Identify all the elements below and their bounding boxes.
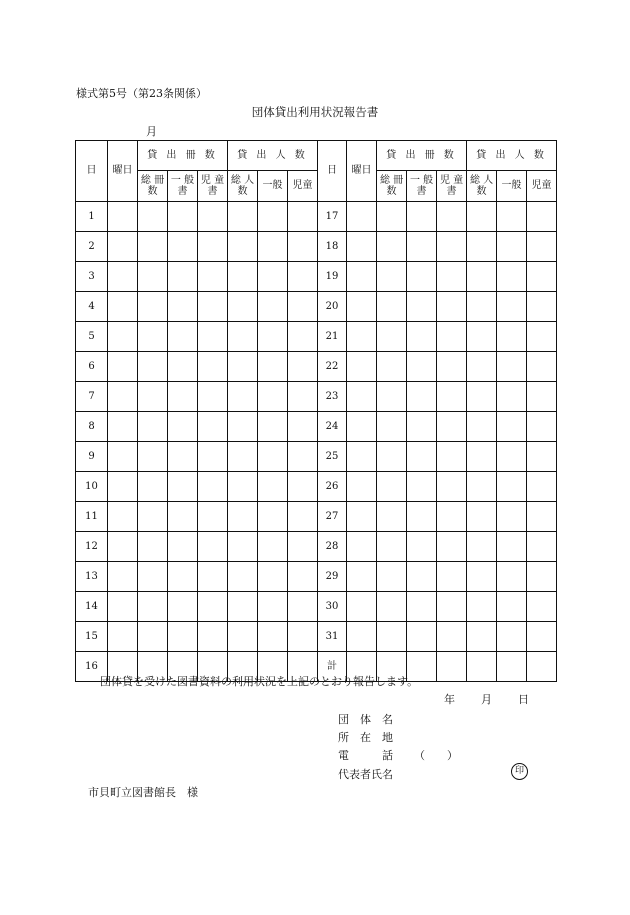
entry-cell[interactable] [497,532,527,562]
entry-cell[interactable] [228,622,258,652]
entry-cell[interactable] [497,352,527,382]
entry-cell[interactable] [377,442,407,472]
entry-cell[interactable] [377,202,407,232]
entry-cell[interactable] [288,262,318,292]
entry-cell[interactable] [258,442,288,472]
table-row [76,382,557,412]
subheader-children-books-right: 児 童 書 [437,171,467,202]
entry-cell[interactable] [108,502,138,532]
day-number-right: 27 [318,502,347,532]
entry-cell[interactable] [377,502,407,532]
entry-cell[interactable] [407,382,437,412]
entry-cell[interactable] [168,472,198,502]
table-row [76,622,557,652]
entry-cell[interactable] [437,472,467,502]
entry-cell[interactable] [108,562,138,592]
day-number-right: 20 [318,292,347,322]
entry-cell[interactable] [198,232,228,262]
entry-cell[interactable] [497,592,527,622]
day-number-left: 2 [76,232,108,262]
entry-cell[interactable] [258,352,288,382]
entry-cell[interactable] [228,412,258,442]
subheader-general-people-right: 一般 [497,171,527,202]
table-row [76,562,557,592]
phone-area-code-parentheses: （ ） [414,749,458,762]
entry-cell[interactable] [138,592,168,622]
day-number-left: 1 [76,202,108,232]
addressee: 市貝町立図書館長 様 [88,786,198,799]
entry-cell[interactable] [527,532,557,562]
entry-cell[interactable] [168,532,198,562]
entry-cell[interactable] [288,532,318,562]
entry-cell[interactable] [467,352,497,382]
address-label: 所 在 地 [338,731,393,744]
entry-cell[interactable] [407,292,437,322]
entry-cell[interactable] [347,622,377,652]
day-number-right: 25 [318,442,347,472]
entry-cell[interactable] [138,292,168,322]
entry-cell[interactable] [467,262,497,292]
entry-cell[interactable] [467,562,497,592]
entry-cell[interactable] [198,472,228,502]
entry-cell[interactable] [168,502,198,532]
entry-cell[interactable] [437,622,467,652]
entry-cell[interactable] [527,652,557,682]
form-number: 様式第5号（第23条関係） [76,87,207,100]
entry-cell[interactable] [138,382,168,412]
entry-cell[interactable] [467,232,497,262]
entry-cell[interactable] [347,412,377,442]
entry-cell[interactable] [138,202,168,232]
entry-cell[interactable] [198,622,228,652]
entry-cell[interactable] [168,292,198,322]
phone-label: 電 話 [338,749,393,762]
entry-cell[interactable] [377,352,407,382]
entry-cell[interactable] [497,232,527,262]
day-number-left: 9 [76,442,108,472]
entry-cell[interactable] [467,652,497,682]
entry-cell[interactable] [377,562,407,592]
table-row [76,292,557,322]
entry-cell[interactable] [288,592,318,622]
entry-cell[interactable] [288,442,318,472]
table-row [76,232,557,262]
entry-cell[interactable] [467,292,497,322]
day-number-left: 12 [76,532,108,562]
entry-cell[interactable] [437,232,467,262]
entry-cell[interactable] [198,442,228,472]
table-row [76,442,557,472]
entry-cell[interactable] [138,232,168,262]
entry-cell[interactable] [138,322,168,352]
entry-cell[interactable] [497,292,527,322]
table-row [76,412,557,442]
header-weekday-right: 曜日 [347,141,377,202]
document-title: 団体貸出利用状況報告書 [251,105,379,119]
entry-cell[interactable] [527,352,557,382]
entry-cell[interactable] [258,502,288,532]
entry-cell[interactable] [527,622,557,652]
entry-cell[interactable] [527,322,557,352]
day-number-right: 22 [318,352,347,382]
entry-cell[interactable] [527,442,557,472]
entry-cell[interactable] [407,502,437,532]
entry-cell[interactable] [138,622,168,652]
entry-cell[interactable] [497,502,527,532]
subheader-general-people-left: 一般 [258,171,288,202]
subheader-total-people-left: 総 人 数 [228,171,258,202]
entry-cell[interactable] [377,592,407,622]
entry-cell[interactable] [168,322,198,352]
entry-cell[interactable] [198,352,228,382]
table-row [76,322,557,352]
entry-cell[interactable] [527,232,557,262]
entry-cell[interactable] [138,412,168,442]
header-day-left: 日 [76,141,108,202]
entry-cell[interactable] [198,532,228,562]
entry-cell[interactable] [228,592,258,622]
entry-cell[interactable] [228,322,258,352]
entry-cell[interactable] [467,412,497,442]
date-year-label: 年 [444,693,455,706]
entry-cell[interactable] [288,622,318,652]
day-number-left: 8 [76,412,108,442]
entry-cell[interactable] [347,472,377,502]
entry-cell[interactable] [467,472,497,502]
seal-mark: 印 [511,763,528,780]
entry-cell[interactable] [407,202,437,232]
entry-cell[interactable] [288,472,318,502]
total-label: 計 [318,652,347,682]
entry-cell[interactable] [228,262,258,292]
entry-cell[interactable] [108,472,138,502]
table-row [76,532,557,562]
entry-cell[interactable] [288,322,318,352]
entry-cell[interactable] [497,262,527,292]
table-row [76,202,557,232]
entry-cell[interactable] [288,382,318,412]
entry-cell[interactable] [497,412,527,442]
entry-cell[interactable] [437,352,467,382]
report-statement: 団体貸を受けた図書資料の利用状況を上記のとおり報告します。 [100,675,419,688]
entry-cell[interactable] [497,622,527,652]
entry-cell[interactable] [198,562,228,592]
entry-cell[interactable] [347,232,377,262]
entry-cell[interactable] [108,292,138,322]
entry-cell[interactable] [437,532,467,562]
entry-cell[interactable] [377,472,407,502]
header-borrowers-left: 貸 出 人 数 [228,141,318,171]
entry-cell[interactable] [527,412,557,442]
entry-cell[interactable] [527,562,557,592]
entry-cell[interactable] [288,352,318,382]
entry-cell[interactable] [437,412,467,442]
day-number-left: 13 [76,562,108,592]
date-day-label: 日 [518,693,529,706]
entry-cell[interactable] [138,262,168,292]
entry-cell[interactable] [108,442,138,472]
day-number-right: 30 [318,592,347,622]
day-number-right: 23 [318,382,347,412]
table-row [76,262,557,292]
entry-cell[interactable] [168,232,198,262]
entry-cell[interactable] [288,562,318,592]
entry-cell[interactable] [497,382,527,412]
subheader-children-people-right: 児童 [527,171,557,202]
entry-cell[interactable] [407,472,437,502]
entry-cell[interactable] [168,412,198,442]
table-row [76,502,557,532]
entry-cell[interactable] [108,592,138,622]
entry-cell[interactable] [288,502,318,532]
entry-cell[interactable] [108,202,138,232]
entry-cell[interactable] [437,502,467,532]
entry-cell[interactable] [347,352,377,382]
entry-cell[interactable] [407,352,437,382]
entry-cell[interactable] [198,322,228,352]
day-number-right: 28 [318,532,347,562]
entry-cell[interactable] [138,472,168,502]
entry-cell[interactable] [497,202,527,232]
entry-cell[interactable] [168,622,198,652]
entry-cell[interactable] [527,592,557,622]
entry-cell[interactable] [198,382,228,412]
entry-cell[interactable] [168,382,198,412]
header-loaned-books-right: 貸 出 冊 数 [377,141,467,171]
entry-cell[interactable] [497,562,527,592]
entry-cell[interactable] [108,622,138,652]
entry-cell[interactable] [407,232,437,262]
subheader-total-books-left: 総 冊 数 [138,171,168,202]
entry-cell[interactable] [138,562,168,592]
entry-cell[interactable] [228,352,258,382]
day-number-left: 14 [76,592,108,622]
entry-cell[interactable] [527,502,557,532]
entry-cell[interactable] [288,232,318,262]
entry-cell[interactable] [108,532,138,562]
entry-cell[interactable] [497,472,527,502]
entry-cell[interactable] [258,622,288,652]
table-row [76,352,557,382]
subheader-general-books-left: 一 般 書 [168,171,198,202]
day-number-right: 18 [318,232,347,262]
entry-cell[interactable] [407,322,437,352]
entry-cell[interactable] [228,532,258,562]
entry-cell[interactable] [347,532,377,562]
day-number-left: 10 [76,472,108,502]
entry-cell[interactable] [467,502,497,532]
entry-cell[interactable] [527,262,557,292]
entry-cell[interactable] [258,592,288,622]
entry-cell[interactable] [347,262,377,292]
entry-cell[interactable] [198,262,228,292]
entry-cell[interactable] [467,532,497,562]
entry-cell[interactable] [407,412,437,442]
entry-cell[interactable] [168,352,198,382]
day-number-left: 5 [76,322,108,352]
entry-cell[interactable] [168,262,198,292]
entry-cell[interactable] [168,442,198,472]
entry-cell[interactable] [377,322,407,352]
entry-cell[interactable] [347,202,377,232]
entry-cell[interactable] [467,622,497,652]
entry-cell[interactable] [467,442,497,472]
day-number-left: 6 [76,352,108,382]
entry-cell[interactable] [288,412,318,442]
entry-cell[interactable] [258,292,288,322]
entry-cell[interactable] [377,262,407,292]
entry-cell[interactable] [407,442,437,472]
subheader-general-books-right: 一 般 書 [407,171,437,202]
day-number-left: 15 [76,622,108,652]
entry-cell[interactable] [228,382,258,412]
entry-cell[interactable] [377,382,407,412]
entry-cell[interactable] [228,472,258,502]
day-number-left: 7 [76,382,108,412]
entry-cell[interactable] [168,592,198,622]
entry-cell[interactable] [198,502,228,532]
usage-report-table [75,140,557,682]
entry-cell[interactable] [258,322,288,352]
entry-cell[interactable] [288,292,318,322]
entry-cell[interactable] [527,292,557,322]
entry-cell[interactable] [497,322,527,352]
entry-cell[interactable] [347,382,377,412]
subheader-children-books-left: 児 童 書 [198,171,228,202]
entry-cell[interactable] [437,382,467,412]
day-number-left: 11 [76,502,108,532]
day-number-right: 26 [318,472,347,502]
entry-cell[interactable] [258,232,288,262]
entry-cell[interactable] [467,202,497,232]
entry-cell[interactable] [168,202,198,232]
day-number-right: 31 [318,622,347,652]
subheader-children-people-left: 児童 [288,171,318,202]
entry-cell[interactable] [347,592,377,622]
day-number-left: 3 [76,262,108,292]
entry-cell[interactable] [347,322,377,352]
entry-cell[interactable] [527,472,557,502]
subheader-total-people-right: 総 人 数 [467,171,497,202]
header-loaned-books-left: 貸 出 冊 数 [138,141,228,171]
entry-cell[interactable] [437,292,467,322]
entry-cell[interactable] [198,592,228,622]
entry-cell[interactable] [497,652,527,682]
entry-cell[interactable] [437,202,467,232]
entry-cell[interactable] [347,502,377,532]
entry-cell[interactable] [138,532,168,562]
entry-cell[interactable] [407,262,437,292]
day-number-right: 29 [318,562,347,592]
entry-cell[interactable] [377,292,407,322]
entry-cell[interactable] [228,442,258,472]
day-number-right: 19 [318,262,347,292]
entry-cell[interactable] [108,412,138,442]
entry-cell[interactable] [437,592,467,622]
entry-cell[interactable] [228,562,258,592]
entry-cell[interactable] [437,442,467,472]
entry-cell[interactable] [258,412,288,442]
entry-cell[interactable] [258,382,288,412]
entry-cell[interactable] [347,442,377,472]
entry-cell[interactable] [527,202,557,232]
date-month-label: 月 [481,693,492,706]
day-number-right: 24 [318,412,347,442]
entry-cell[interactable] [258,562,288,592]
day-number-left: 16 [76,652,108,682]
entry-cell[interactable] [377,532,407,562]
table-row [76,472,557,502]
entry-cell[interactable] [377,622,407,652]
entry-cell[interactable] [108,352,138,382]
subheader-total-books-right: 総 冊 数 [377,171,407,202]
entry-cell[interactable] [108,382,138,412]
entry-cell[interactable] [258,532,288,562]
entry-cell[interactable] [198,202,228,232]
table-row [76,592,557,622]
entry-cell[interactable] [228,502,258,532]
day-number-left: 4 [76,292,108,322]
entry-cell[interactable] [437,562,467,592]
entry-cell[interactable] [437,262,467,292]
entry-cell[interactable] [258,262,288,292]
entry-cell[interactable] [437,652,467,682]
entry-cell[interactable] [108,322,138,352]
entry-cell[interactable] [347,562,377,592]
entry-cell[interactable] [377,232,407,262]
entry-cell[interactable] [467,382,497,412]
entry-cell[interactable] [138,502,168,532]
entry-cell[interactable] [138,442,168,472]
entry-cell[interactable] [108,262,138,292]
entry-cell[interactable] [467,592,497,622]
header-day-right: 日 [318,141,347,202]
day-number-right: 17 [318,202,347,232]
entry-cell[interactable] [168,562,198,592]
entry-cell[interactable] [288,202,318,232]
entry-cell[interactable] [377,412,407,442]
group-name-label: 団 体 名 [338,713,393,726]
entry-cell[interactable] [407,592,437,622]
entry-cell[interactable] [407,532,437,562]
entry-cell[interactable] [497,442,527,472]
date-line [444,691,529,707]
entry-cell[interactable] [258,202,288,232]
entry-cell[interactable] [138,352,168,382]
entry-cell[interactable] [347,292,377,322]
entry-cell[interactable] [527,382,557,412]
day-number-right: 21 [318,322,347,352]
entry-cell[interactable] [258,472,288,502]
entry-cell[interactable] [228,292,258,322]
entry-cell[interactable] [198,412,228,442]
entry-cell[interactable] [228,202,258,232]
header-weekday-left: 曜日 [108,141,138,202]
entry-cell[interactable] [228,232,258,262]
month-label: 月 [146,125,157,138]
entry-cell[interactable] [407,562,437,592]
representative-label: 代表者氏名 [338,768,393,781]
header-borrowers-right: 貸 出 人 数 [467,141,557,171]
entry-cell[interactable] [437,322,467,352]
entry-cell[interactable] [467,322,497,352]
entry-cell[interactable] [198,292,228,322]
entry-cell[interactable] [407,622,437,652]
entry-cell[interactable] [108,232,138,262]
